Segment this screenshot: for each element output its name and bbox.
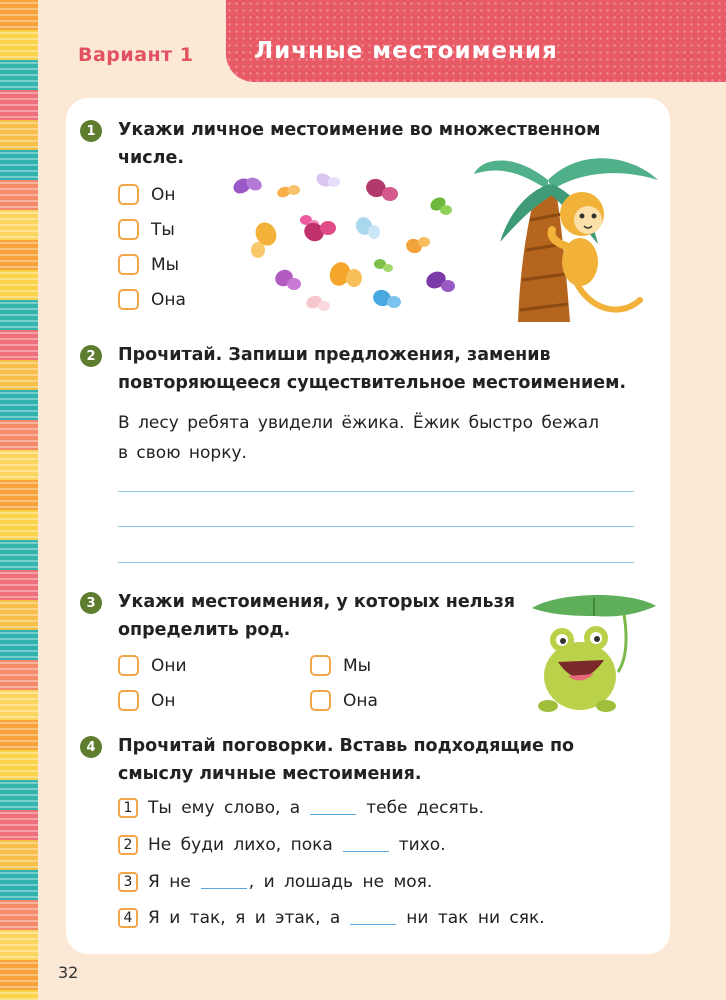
checkbox[interactable]: [310, 690, 331, 711]
saying-text-before: Я не: [148, 872, 191, 892]
fill-in-blank[interactable]: [350, 924, 396, 925]
task-2-number-badge: 2: [80, 345, 102, 367]
saying-3: [118, 872, 432, 892]
saying-2: [118, 835, 446, 855]
option-label: Мы: [151, 254, 180, 275]
task-2-passage: [118, 408, 599, 468]
task-2-question-line1: Прочитай. Запиши предложения, заменив: [118, 345, 551, 365]
task-2-passage-line2: в свою норку.: [118, 443, 247, 463]
answer-write-line-1[interactable]: [118, 491, 634, 492]
option-label: Она: [343, 690, 378, 711]
saying-number: 4: [118, 908, 138, 928]
option-label: Он: [151, 690, 176, 711]
page-number: 32: [58, 963, 79, 982]
saying-number: 3: [118, 872, 138, 892]
saying-text-after: , и лошадь не моя.: [248, 872, 433, 892]
task-2-question-line2: повторяющееся существительное местоимением.: [118, 373, 627, 393]
butterfly-icon: [231, 175, 264, 196]
saying-number: 1: [118, 798, 138, 818]
answer-write-line-2[interactable]: [118, 526, 634, 527]
task-4-question-line2: смыслу личные местоимения.: [118, 764, 422, 784]
task-1-question-line2: числе.: [118, 148, 184, 168]
task-4-number-badge: 4: [80, 736, 102, 758]
saying-4: [118, 908, 545, 928]
frog-leaf-illustration: [528, 590, 663, 722]
checkbox[interactable]: [118, 219, 139, 240]
butterflies-illustration: [228, 168, 468, 318]
saying-text-before: Не буди лихо, пока: [148, 835, 333, 855]
checkbox[interactable]: [118, 655, 139, 676]
task-3-number-badge: 3: [80, 592, 102, 614]
saying-1: [118, 798, 484, 818]
palm-tree-monkey-illustration: [470, 150, 665, 330]
task-3-option-1[interactable]: [118, 655, 187, 676]
fill-in-blank[interactable]: [310, 814, 356, 815]
saying-text-after: тихо.: [398, 835, 446, 855]
fill-in-blank[interactable]: [343, 851, 389, 852]
task-3-question-line2: определить род.: [118, 620, 291, 640]
page-title: Личные местоимения: [254, 38, 558, 64]
checkbox[interactable]: [118, 184, 139, 205]
task-2-passage-line1: В лесу ребята увидели ёжика. Ёжик быстро бежал: [118, 413, 599, 433]
option-label: Они: [151, 655, 187, 676]
checkbox[interactable]: [118, 289, 139, 310]
task-3-question-line1: Укажи местоимения, у которых нельзя: [118, 592, 515, 612]
task-1-question-line1: Укажи личное местоимение во множественном: [118, 120, 601, 140]
answer-write-line-3[interactable]: [118, 562, 634, 563]
task-1-option-4[interactable]: [118, 289, 186, 310]
task-1-option-2[interactable]: [118, 219, 175, 240]
saying-text-before: Ты ему слово, а: [148, 798, 301, 818]
task-4-question: [118, 732, 574, 788]
saying-text-before: Я и так, я и этак, а: [148, 908, 341, 928]
option-label: Он: [151, 184, 176, 205]
task-3-option-2[interactable]: [310, 655, 371, 676]
checkbox[interactable]: [118, 254, 139, 275]
fill-in-blank[interactable]: [201, 888, 247, 889]
saying-number: 2: [118, 835, 138, 855]
option-label: Она: [151, 289, 186, 310]
saying-text-after: ни так ни сяк.: [406, 908, 545, 928]
decorative-side-strip: [0, 0, 38, 1000]
variant-label: Вариант 1: [78, 44, 194, 66]
option-label: Ты: [151, 219, 175, 240]
task-1-number-badge: 1: [80, 120, 102, 142]
task-4-question-line1: Прочитай поговорки. Вставь подходящие по: [118, 736, 575, 756]
checkbox[interactable]: [310, 655, 331, 676]
task-3-option-4[interactable]: [310, 690, 378, 711]
saying-text-after: тебе десять.: [366, 798, 485, 818]
checkbox[interactable]: [118, 690, 139, 711]
option-label: Мы: [343, 655, 372, 676]
task-1-option-3[interactable]: [118, 254, 179, 275]
task-3-option-3[interactable]: [118, 690, 176, 711]
task-1-option-1[interactable]: [118, 184, 176, 205]
task-3-question: [118, 588, 515, 644]
task-2-question: [118, 341, 626, 397]
